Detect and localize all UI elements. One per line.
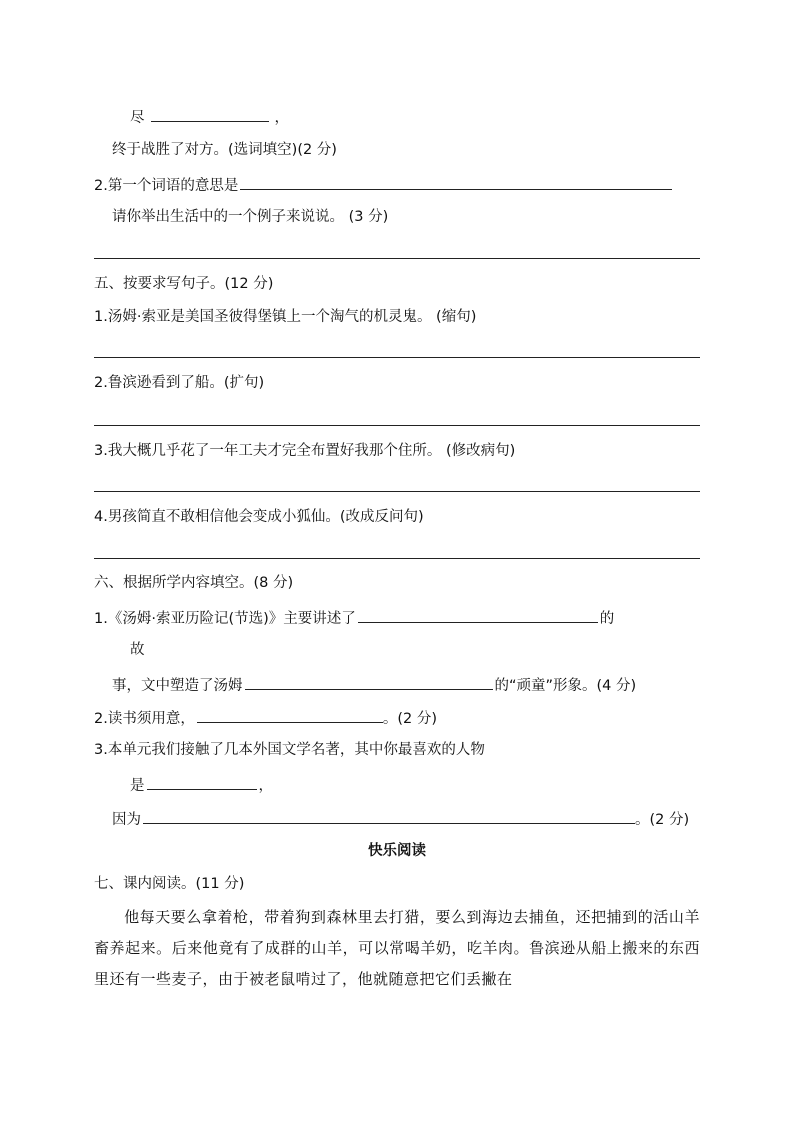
answer-line[interactable] xyxy=(94,425,700,426)
question-text: ， xyxy=(258,778,273,794)
answer-blank[interactable] xyxy=(240,174,672,190)
section-5-item-3: 3.我大概几乎花了一年工夫才完全布置好我那个住所。 (修改病句) xyxy=(94,443,516,459)
fill-line-1 xyxy=(130,106,289,128)
section-5-item-2: 2.鲁滨逊看到了船。(扩句) xyxy=(94,375,265,391)
answer-line[interactable] xyxy=(94,491,700,492)
section-5-item-4: 4.男孩简直不敢相信他会变成小狐仙。(改成反问句) xyxy=(94,509,424,525)
question-2-prompt xyxy=(94,174,672,196)
question-text: 。(2 分) xyxy=(382,711,437,727)
question-text: 的“顽童”形象。(4 分) xyxy=(494,678,637,694)
answer-line[interactable] xyxy=(94,558,700,559)
section-6-q3-line2 xyxy=(130,774,273,796)
question-2-followup: 请你举出生活中的一个例子来说说。 (3 分) xyxy=(112,209,389,225)
reading-heading: 快乐阅读 xyxy=(368,843,426,859)
question-text: 的 xyxy=(599,611,615,627)
answer-line[interactable] xyxy=(94,357,700,358)
answer-blank[interactable] xyxy=(143,808,635,824)
question-text: 2.第一个词语的意思是 xyxy=(94,178,239,194)
answer-blank[interactable] xyxy=(151,106,269,122)
section-6-q2 xyxy=(94,707,437,729)
question-text: 是 xyxy=(130,778,145,794)
answer-blank[interactable] xyxy=(245,674,493,690)
fill-suffix: ， xyxy=(274,110,289,126)
section-6-q1-cont: 故 xyxy=(130,642,145,658)
section-5-title: 五、按要求写句子。(12 分) xyxy=(94,276,274,292)
answer-blank[interactable] xyxy=(147,774,257,790)
answer-blank[interactable] xyxy=(197,707,383,723)
question-text: 2.读书须用意， xyxy=(94,711,195,727)
answer-blank[interactable] xyxy=(358,607,598,623)
reading-passage xyxy=(94,902,700,995)
answer-line[interactable] xyxy=(94,258,700,259)
fill-prefix: 尽 xyxy=(130,110,145,126)
question-text: 因为 xyxy=(112,812,141,828)
section-5-item-1: 1.汤姆·索亚是美国圣彼得堡镇上一个淘气的机灵鬼。 (缩句) xyxy=(94,309,477,325)
section-6-title: 六、根据所学内容填空。(8 分) xyxy=(94,575,294,591)
section-6-q1 xyxy=(94,607,614,629)
section-6-q1-line2 xyxy=(112,674,636,696)
section-7-title: 七、课内阅读。(11 分) xyxy=(94,876,245,892)
section-6-q3-line3 xyxy=(112,808,689,830)
question-text: 。(2 分) xyxy=(635,812,690,828)
question-text: 事，文中塑造了汤姆 xyxy=(112,678,243,694)
section-6-q3: 3.本单元我们接触了几本外国文学名著，其中你最喜欢的人物 xyxy=(94,742,485,758)
question-text: 1.《汤姆·索亚历险记(节选)》主要讲述了 xyxy=(94,611,356,627)
fill-line-2: 终于战胜了对方。(选词填空)(2 分) xyxy=(112,142,337,158)
passage-text: 他每天要么拿着枪，带着狗到森林里去打猎，要么到海边去捕鱼，还把捕到的活山羊畜养起来。后来他竟有了成群的山羊，可以常喝羊奶，吃羊肉。鲁滨逊从船上搬来的东西里还有一些麦子，由于被老鼠啃过了，他就随意把它们丢撇在 xyxy=(94,908,700,988)
